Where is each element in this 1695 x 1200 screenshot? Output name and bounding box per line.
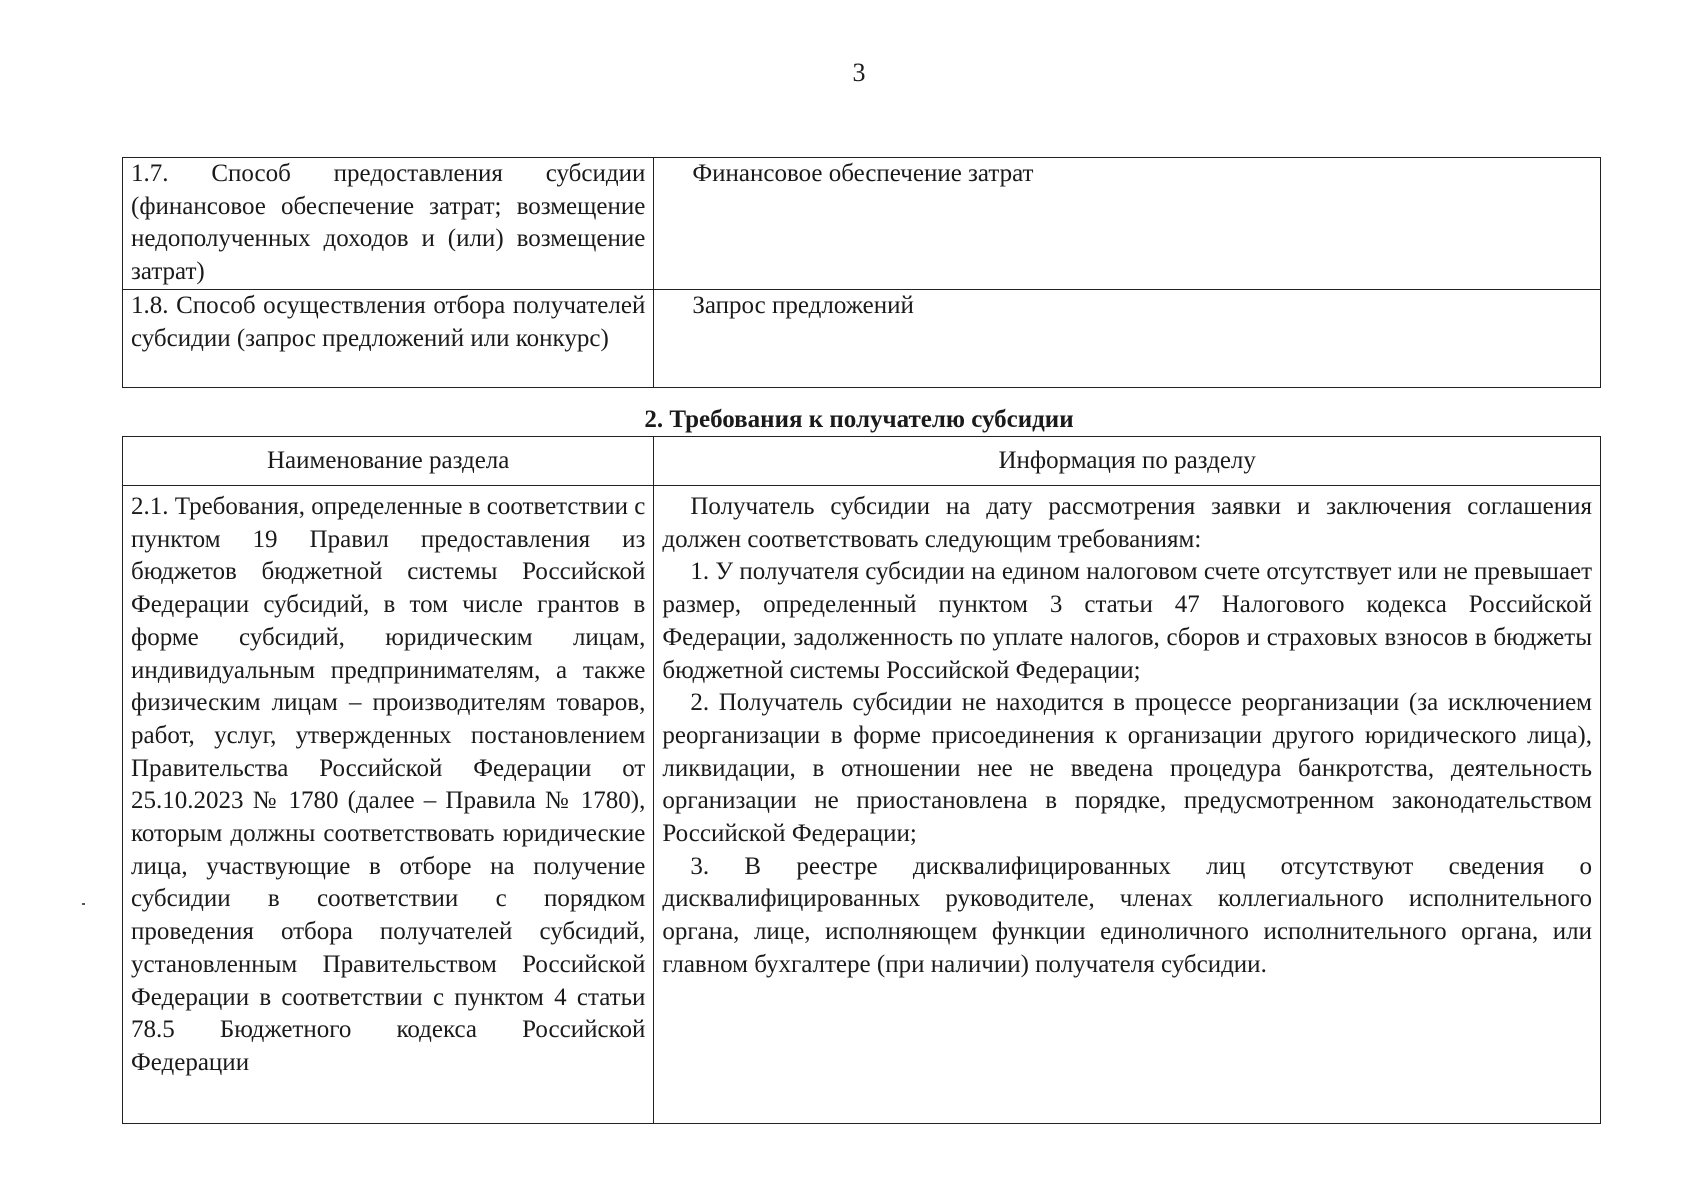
row-1-7-label: 1.7. Способ предоставления субсидии (финансовое обеспечение затрат; возмещение недополученных доходов и (или) возмещение затрат): [131, 160, 646, 285]
page-number: 3: [852, 58, 866, 87]
row-1-7-value: Финансовое обеспечение затрат: [692, 160, 1034, 187]
table-header-row: [123, 437, 1601, 486]
requirements-intro: Получатель субсидии на дату рассмотрения заявки и заключения соглашения должен соответствовать следующим требованиям:: [662, 493, 1592, 553]
row-2-1-label: 2.1. Требования, определенные в соответствии с пунктом 19 Правил предоставления из бюджетов бюджетной системы Российской Федерации субсидий, в том числе грантов в форме субсидий, юридическим лицам, индивидуальным предпринимателям, а также физическим лицам – производителям товаров, работ, услуг, утвержденных постановлением Правительства Российской Федерации от 25.10.2023 № 1780 (далее – Правила № 1780), которым должны соответствовать юридические лица, участвующие в отборе на получение субсидии в соответствии с порядком проведения отбора получателей субсидий, установленным Правительством Российской Федерации в соответствии с пунктом 4 статьи 78.5 Бюджетного кодекса Российской Федерации: [131, 493, 646, 1076]
table-cell-value: [654, 486, 1601, 1124]
table-cell-label: [123, 290, 654, 388]
subsidy-method-table: [122, 157, 1601, 388]
row-1-8-label: 1.8. Способ осуществления отбора получателей субсидии (запрос предложений или конкурс): [131, 292, 646, 352]
row-1-8-value: Запрос предложений: [692, 292, 914, 319]
column-header-section-name: Наименование раздела: [123, 437, 654, 486]
table-cell-value: [654, 158, 1601, 290]
section-title: 2. Требования к получателю субсидии: [644, 406, 1074, 433]
table-row: [123, 486, 1601, 1124]
requirement-item-3: 3. В реестре дисквалифицированных лиц отсутствуют сведения о дисквалифицированных руководителе, членах коллегиального исполнительного органа, лице, исполняющем функции единоличного исполнительного органа, или главном бухгалтере (при наличии) получателя субсидии.: [662, 852, 1592, 978]
table-row: [123, 158, 1601, 290]
recipient-requirements-table: [122, 436, 1601, 1124]
scan-speck: [82, 903, 85, 905]
table-row: [123, 290, 1601, 388]
table-cell-label: [123, 486, 654, 1124]
table-cell-label: [123, 158, 654, 290]
requirement-item-1: 1. У получателя субсидии на едином налоговом счете отсутствует или не превышает размер, определенный пунктом 3 статьи 47 Налогового кодекса Российской Федерации, задолженность по уплате налогов, сборов и страховых взносов в бюджеты бюджетной системы Российской Федерации;: [662, 558, 1592, 684]
table-cell-value: [654, 290, 1601, 388]
column-header-section-info: Информация по разделу: [654, 437, 1601, 486]
requirement-item-2: 2. Получатель субсидии не находится в процессе реорганизации (за исключением реорганизации в форме присоединения к организации другого юридического лица), ликвидации, в отношении нее не введена процедура банкротства, деятельность организации не приостановлена в порядке, предусмотренном законодательством Российской Федерации;: [662, 689, 1592, 848]
